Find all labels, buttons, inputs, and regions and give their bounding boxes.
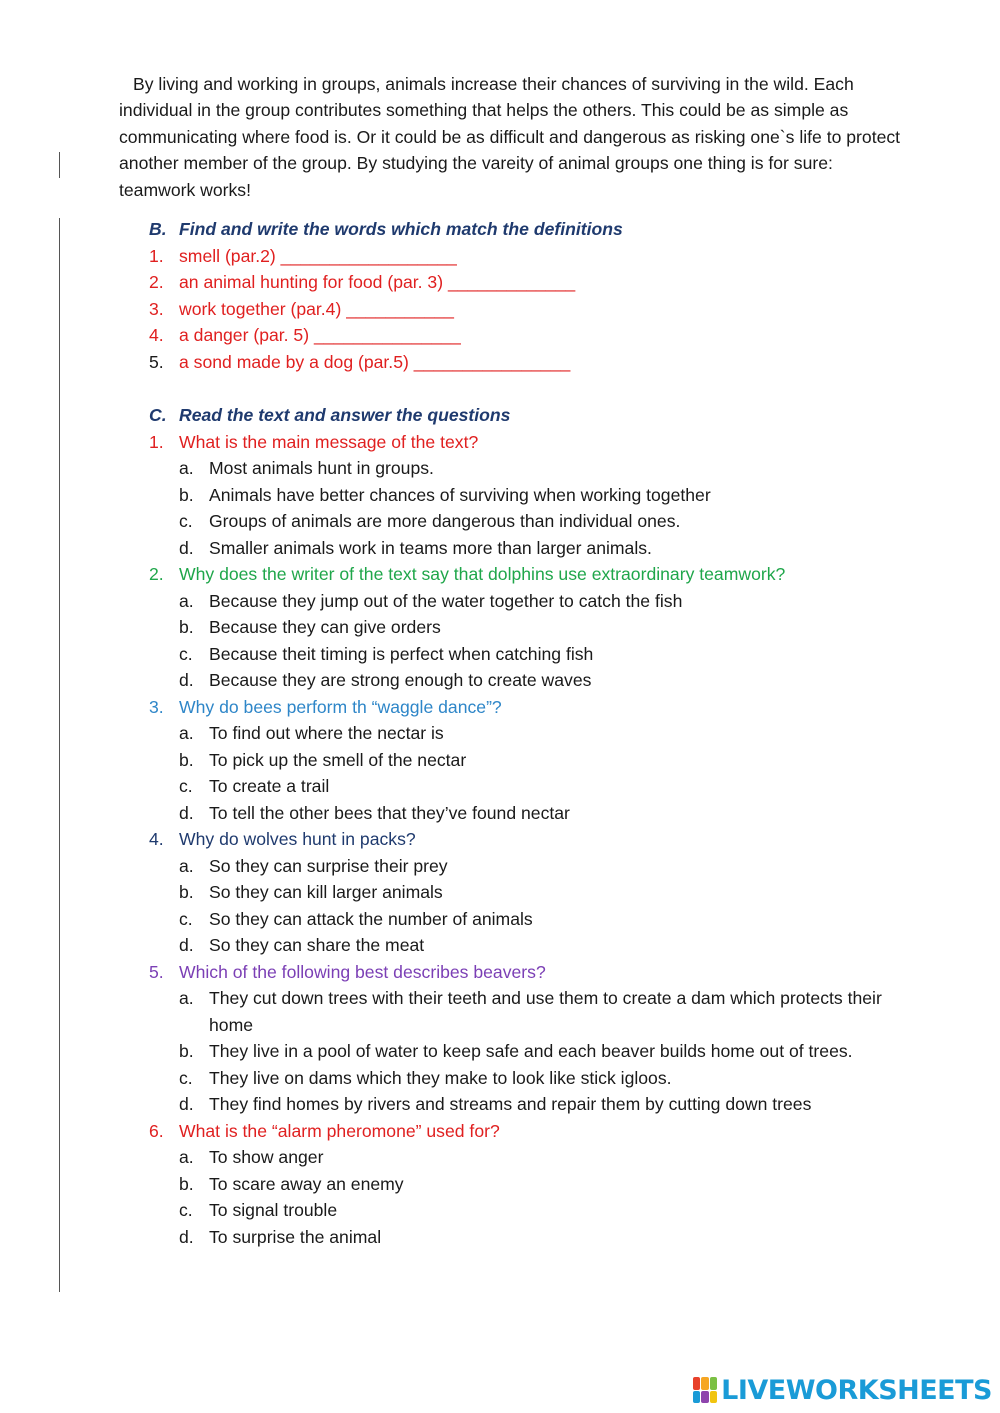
answer-option[interactable] — [149, 1065, 929, 1092]
option-letter: d. — [179, 1094, 194, 1114]
option-text: So they can kill larger animals — [209, 882, 443, 902]
answer-option[interactable] — [149, 482, 929, 509]
definition-text[interactable]: work together (par.4) ___________ — [179, 298, 454, 319]
option-text: They find homes by rivers and streams and repair them by cutting down trees — [209, 1094, 812, 1114]
answer-option[interactable] — [149, 1091, 929, 1118]
liveworksheets-logo-icon — [693, 1377, 717, 1403]
option-letter: a. — [179, 855, 194, 876]
question — [149, 429, 929, 456]
answer-option[interactable] — [149, 1038, 929, 1065]
option-letter: a. — [179, 723, 194, 743]
answer-option[interactable] — [149, 588, 929, 615]
option-letter: c. — [179, 1067, 193, 1088]
definition-item — [149, 243, 929, 270]
section-c-heading — [149, 402, 929, 429]
liveworksheets-logo[interactable] — [693, 1373, 992, 1407]
logo-block — [710, 1377, 717, 1390]
answer-option[interactable] — [149, 853, 929, 880]
definition-number: 4. — [149, 325, 164, 345]
option-text: To signal trouble — [209, 1200, 338, 1220]
option-letter: d. — [179, 1226, 194, 1247]
option-letter: d. — [179, 802, 194, 823]
question-block — [149, 826, 929, 959]
option-letter: b. — [179, 1041, 194, 1061]
intro-paragraph — [119, 71, 909, 203]
question-text: Which of the following best describes beavers? — [179, 961, 546, 982]
option-letter: b. — [179, 882, 194, 902]
option-text: They live on dams which they make to look like stick igloos. — [209, 1067, 672, 1088]
answer-option[interactable] — [149, 985, 929, 1038]
definition-item — [149, 269, 929, 296]
definition-text[interactable]: a sond made by a dog (par.5) ________________ — [179, 351, 571, 372]
answer-option[interactable] — [149, 773, 929, 800]
question-number: 3. — [149, 696, 164, 717]
definition-number: 1. — [149, 245, 164, 266]
section-c-letter: C. — [149, 405, 167, 425]
answer-option[interactable] — [149, 455, 929, 482]
option-text: To scare away an enemy — [209, 1173, 404, 1194]
option-letter: b. — [179, 484, 194, 505]
section-c-title: Read the text and answer the questions — [179, 405, 511, 425]
option-text: Smaller animals work in teams more than larger animals. — [209, 537, 652, 558]
definition-item — [149, 296, 929, 323]
option-letter: c. — [179, 776, 193, 796]
question-text: Why does the writer of the text say that dolphins use extraordinary teamwork? — [179, 564, 786, 584]
option-text: To show anger — [209, 1147, 324, 1167]
option-text: To create a trail — [209, 776, 330, 796]
revision-bar — [59, 152, 60, 178]
option-letter: a. — [179, 590, 194, 611]
answer-option[interactable] — [149, 720, 929, 747]
answer-option[interactable] — [149, 747, 929, 774]
logo-block — [710, 1391, 717, 1404]
option-text: So they can share the meat — [209, 935, 425, 955]
question — [149, 826, 929, 853]
option-letter: a. — [179, 988, 194, 1008]
question-number: 1. — [149, 431, 164, 452]
definition-item — [149, 349, 929, 376]
option-text: Groups of animals are more dangerous than individual ones. — [209, 511, 681, 531]
option-text: Because they are strong enough to create waves — [209, 670, 592, 690]
answer-option[interactable] — [149, 906, 929, 933]
option-text: Because they can give orders — [209, 617, 441, 637]
definition-number: 2. — [149, 272, 164, 292]
section-b-title: Find and write the words which match the definitions — [179, 219, 623, 239]
option-letter: d. — [179, 670, 194, 690]
option-text: Because theit timing is perfect when catching fish — [209, 643, 594, 664]
question-text: Why do wolves hunt in packs? — [179, 829, 416, 849]
definition-number: 5. — [149, 351, 164, 372]
option-letter: c. — [179, 908, 193, 929]
option-text: To pick up the smell of the nectar — [209, 749, 467, 770]
option-text: They cut down trees with their teeth and use them to create a dam which protects their home — [209, 988, 882, 1035]
answer-option[interactable] — [149, 1197, 929, 1224]
answer-option[interactable] — [149, 508, 929, 535]
question-block — [149, 694, 929, 827]
section-c — [149, 402, 929, 1250]
question-text: Why do bees perform th “waggle dance”? — [179, 696, 502, 717]
answer-option[interactable] — [149, 667, 929, 694]
option-letter: d. — [179, 537, 194, 558]
option-letter: a. — [179, 458, 194, 478]
answer-option[interactable] — [149, 932, 929, 959]
option-letter: b. — [179, 749, 194, 770]
definition-number: 3. — [149, 298, 164, 319]
definition-text[interactable]: a danger (par. 5) _______________ — [179, 325, 461, 345]
option-letter: c. — [179, 511, 193, 531]
option-letter: a. — [179, 1147, 194, 1167]
answer-option[interactable] — [149, 614, 929, 641]
option-letter: b. — [179, 617, 194, 637]
option-text: To find out where the nectar is — [209, 723, 444, 743]
option-text: To tell the other bees that they’ve found nectar — [209, 802, 570, 823]
option-text: So they can attack the number of animals — [209, 908, 533, 929]
logo-block — [701, 1391, 708, 1404]
question-block — [149, 1118, 929, 1251]
question — [149, 694, 929, 721]
answer-option[interactable] — [149, 1171, 929, 1198]
logo-text: LIVEWORKSHEETS — [721, 1374, 992, 1406]
option-letter: b. — [179, 1173, 194, 1194]
answer-option[interactable] — [149, 535, 929, 562]
question-number: 4. — [149, 829, 164, 849]
question — [149, 1118, 929, 1145]
question-number: 2. — [149, 564, 164, 584]
definition-text[interactable]: smell (par.2) __________________ — [179, 245, 457, 266]
question-block — [149, 561, 929, 694]
question-block — [149, 959, 929, 1118]
question — [149, 561, 929, 588]
question-text: What is the “alarm pheromone” used for? — [179, 1120, 500, 1141]
option-text: Because they jump out of the water together to catch the fish — [209, 590, 683, 611]
option-text: Most animals hunt in groups. — [209, 458, 434, 478]
logo-block — [693, 1391, 700, 1404]
question-block — [149, 429, 929, 562]
question-text: What is the main message of the text? — [179, 431, 479, 452]
question-number: 5. — [149, 961, 164, 982]
section-b — [149, 216, 929, 375]
revision-bar — [59, 218, 60, 1292]
option-text: So they can surprise their prey — [209, 855, 448, 876]
answer-option[interactable] — [149, 800, 929, 827]
option-letter: c. — [179, 1200, 193, 1220]
option-text: They live in a pool of water to keep safe and each beaver builds home out of trees. — [209, 1041, 853, 1061]
section-b-heading — [149, 216, 929, 243]
definition-item — [149, 322, 929, 349]
option-letter: c. — [179, 643, 193, 664]
section-b-letter: B. — [149, 219, 167, 239]
option-text: Animals have better chances of surviving when working together — [209, 484, 711, 505]
logo-block — [701, 1377, 708, 1390]
answer-option[interactable] — [149, 641, 929, 668]
answer-option[interactable] — [149, 1144, 929, 1171]
answer-option[interactable] — [149, 1224, 929, 1251]
question — [149, 959, 929, 986]
question-number: 6. — [149, 1120, 164, 1141]
logo-block — [693, 1377, 700, 1390]
answer-option[interactable] — [149, 879, 929, 906]
intro-text: By living and working in groups, animals increase their chances of surviving in the wild. Each individual in the group contributes something that helps the others. This could be as simple as communicating where food is. Or it could be as difficult and dangerous as risking one`s life to protect another member of the group. By studying the vareity of animal groups one thing is for sure: teamwork works! — [119, 74, 901, 200]
definition-text[interactable]: an animal hunting for food (par. 3) _____________ — [179, 272, 576, 292]
option-letter: d. — [179, 935, 194, 955]
option-text: To surprise the animal — [209, 1226, 382, 1247]
